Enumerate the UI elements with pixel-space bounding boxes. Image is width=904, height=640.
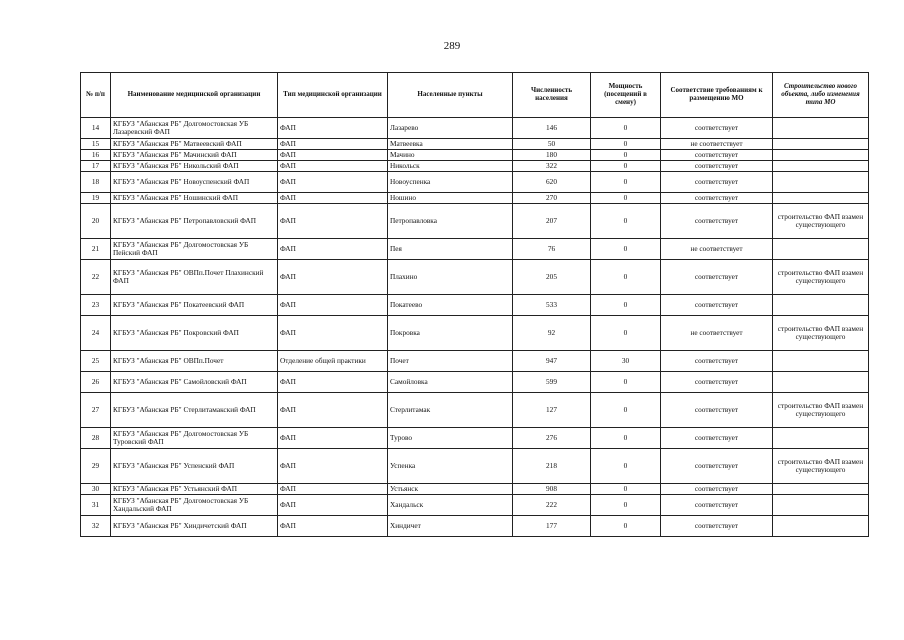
cell-settlement: Хандальск <box>388 495 513 516</box>
table-row <box>81 139 869 150</box>
cell-num: 30 <box>81 484 111 495</box>
cell-num: 14 <box>81 118 111 139</box>
cell-num: 20 <box>81 204 111 239</box>
cell-organization-type: ФАП <box>278 372 388 393</box>
cell-population: 180 <box>513 150 591 161</box>
cell-capacity: 0 <box>591 372 661 393</box>
cell-compliance: соответствует <box>661 150 773 161</box>
cell-new-object <box>773 118 869 139</box>
cell-organization-name: КГБУЗ "Абанская РБ" Долгомостовская УБ Туровский ФАП <box>111 428 278 449</box>
table-row <box>81 516 869 537</box>
cell-num: 19 <box>81 193 111 204</box>
cell-organization-name: КГБУЗ "Абанская РБ" Матвеевский ФАП <box>111 139 278 150</box>
cell-capacity: 0 <box>591 393 661 428</box>
cell-organization-name: КГБУЗ "Абанская РБ" Петропавловский ФАП <box>111 204 278 239</box>
cell-new-object <box>773 351 869 372</box>
cell-num: 21 <box>81 239 111 260</box>
cell-population: 207 <box>513 204 591 239</box>
cell-capacity: 0 <box>591 193 661 204</box>
cell-organization-type: ФАП <box>278 139 388 150</box>
cell-compliance: соответствует <box>661 495 773 516</box>
cell-compliance: соответствует <box>661 161 773 172</box>
header-settlements: Населенные пункты <box>388 73 513 118</box>
cell-settlement: Никольск <box>388 161 513 172</box>
table-row <box>81 193 869 204</box>
table-row <box>81 372 869 393</box>
header-new-object: Строительство нового объекта, либо изменения типа МО <box>773 73 869 118</box>
cell-num: 23 <box>81 295 111 316</box>
header-row <box>81 73 869 118</box>
cell-organization-type: ФАП <box>278 484 388 495</box>
cell-organization-name: КГБУЗ "Абанская РБ" Успенский ФАП <box>111 449 278 484</box>
cell-population: 76 <box>513 239 591 260</box>
table-row <box>81 428 869 449</box>
cell-capacity: 0 <box>591 172 661 193</box>
table-row <box>81 495 869 516</box>
cell-organization-type: ФАП <box>278 150 388 161</box>
cell-population: 222 <box>513 495 591 516</box>
cell-compliance: соответствует <box>661 428 773 449</box>
table-row <box>81 239 869 260</box>
cell-num: 27 <box>81 393 111 428</box>
cell-organization-name: КГБУЗ "Абанская РБ" Долгомостовская УБ Пейский ФАП <box>111 239 278 260</box>
cell-organization-type: ФАП <box>278 172 388 193</box>
table-row <box>81 484 869 495</box>
cell-num: 24 <box>81 316 111 351</box>
cell-compliance: соответствует <box>661 449 773 484</box>
page-number: 289 <box>443 40 461 52</box>
cell-compliance: соответствует <box>661 193 773 204</box>
cell-capacity: 0 <box>591 295 661 316</box>
cell-organization-type: Отделение общей практики <box>278 351 388 372</box>
cell-compliance: соответствует <box>661 118 773 139</box>
cell-compliance: соответствует <box>661 393 773 428</box>
cell-num: 17 <box>81 161 111 172</box>
cell-capacity: 30 <box>591 351 661 372</box>
cell-settlement: Мачино <box>388 150 513 161</box>
cell-capacity: 0 <box>591 316 661 351</box>
cell-population: 177 <box>513 516 591 537</box>
cell-new-object <box>773 295 869 316</box>
cell-capacity: 0 <box>591 150 661 161</box>
cell-capacity: 0 <box>591 516 661 537</box>
cell-num: 26 <box>81 372 111 393</box>
cell-compliance: соответствует <box>661 204 773 239</box>
cell-capacity: 0 <box>591 204 661 239</box>
cell-organization-name: КГБУЗ "Абанская РБ" ОВПп.Почет <box>111 351 278 372</box>
cell-organization-type: ФАП <box>278 495 388 516</box>
cell-compliance: не соответствует <box>661 239 773 260</box>
table-row <box>81 172 869 193</box>
cell-new-object: строительство ФАП взамен существующего <box>773 260 869 295</box>
cell-organization-name: КГБУЗ "Абанская РБ" Хиндичетский ФАП <box>111 516 278 537</box>
cell-compliance: соответствует <box>661 260 773 295</box>
cell-organization-type: ФАП <box>278 260 388 295</box>
cell-population: 276 <box>513 428 591 449</box>
cell-organization-type: ФАП <box>278 161 388 172</box>
cell-compliance: соответствует <box>661 516 773 537</box>
cell-capacity: 0 <box>591 118 661 139</box>
header-name: Наименование медицинской организации <box>111 73 278 118</box>
cell-new-object <box>773 484 869 495</box>
cell-organization-type: ФАП <box>278 516 388 537</box>
header-compliance: Соответствие требованиям к размещению МО <box>661 73 773 118</box>
cell-num: 25 <box>81 351 111 372</box>
table-row <box>81 161 869 172</box>
table-row <box>81 351 869 372</box>
cell-organization-name: КГБУЗ "Абанская РБ" ОВПп.Почет Плахинский ФАП <box>111 260 278 295</box>
cell-settlement: Стерлитамак <box>388 393 513 428</box>
cell-compliance: соответствует <box>661 484 773 495</box>
cell-capacity: 0 <box>591 495 661 516</box>
cell-settlement: Турово <box>388 428 513 449</box>
cell-num: 28 <box>81 428 111 449</box>
table-header <box>81 73 869 118</box>
cell-capacity: 0 <box>591 139 661 150</box>
cell-organization-name: КГБУЗ "Абанская РБ" Покатеевский ФАП <box>111 295 278 316</box>
table-row <box>81 118 869 139</box>
table-row <box>81 449 869 484</box>
cell-organization-name: КГБУЗ "Абанская РБ" Мачинский ФАП <box>111 150 278 161</box>
cell-settlement: Самойловка <box>388 372 513 393</box>
cell-population: 599 <box>513 372 591 393</box>
header-num: № п/п <box>81 73 111 118</box>
header-type: Тип медицинской организации <box>278 73 388 118</box>
cell-settlement: Покатеево <box>388 295 513 316</box>
cell-settlement: Лазарево <box>388 118 513 139</box>
cell-settlement: Покровка <box>388 316 513 351</box>
cell-num: 32 <box>81 516 111 537</box>
cell-population: 127 <box>513 393 591 428</box>
cell-organization-type: ФАП <box>278 428 388 449</box>
cell-num: 16 <box>81 150 111 161</box>
cell-new-object <box>773 193 869 204</box>
cell-capacity: 0 <box>591 484 661 495</box>
table-row <box>81 150 869 161</box>
cell-population: 218 <box>513 449 591 484</box>
cell-organization-name: КГБУЗ "Абанская РБ" Самойловский ФАП <box>111 372 278 393</box>
cell-new-object: строительство ФАП взамен существующего <box>773 449 869 484</box>
cell-num: 22 <box>81 260 111 295</box>
cell-settlement: Успенка <box>388 449 513 484</box>
cell-capacity: 0 <box>591 449 661 484</box>
cell-settlement: Новоуспенка <box>388 172 513 193</box>
cell-organization-name: КГБУЗ "Абанская РБ" Стерлитамакский ФАП <box>111 393 278 428</box>
cell-settlement: Хиндичет <box>388 516 513 537</box>
cell-organization-type: ФАП <box>278 393 388 428</box>
cell-settlement: Пея <box>388 239 513 260</box>
cell-organization-name: КГБУЗ "Абанская РБ" Покровский ФАП <box>111 316 278 351</box>
cell-settlement: Устьянск <box>388 484 513 495</box>
cell-organization-type: ФАП <box>278 449 388 484</box>
cell-population: 205 <box>513 260 591 295</box>
cell-organization-type: ФАП <box>278 316 388 351</box>
cell-population: 322 <box>513 161 591 172</box>
table-row <box>81 393 869 428</box>
cell-population: 947 <box>513 351 591 372</box>
cell-organization-name: КГБУЗ "Абанская РБ" Никольский ФАП <box>111 161 278 172</box>
cell-new-object <box>773 172 869 193</box>
cell-num: 31 <box>81 495 111 516</box>
cell-new-object <box>773 161 869 172</box>
table-row <box>81 295 869 316</box>
cell-organization-type: ФАП <box>278 295 388 316</box>
cell-organization-type: ФАП <box>278 193 388 204</box>
medical-organizations-table <box>80 72 869 537</box>
table-body <box>81 118 869 537</box>
cell-settlement: Матвеевка <box>388 139 513 150</box>
cell-capacity: 0 <box>591 161 661 172</box>
table-row <box>81 204 869 239</box>
cell-num: 15 <box>81 139 111 150</box>
cell-capacity: 0 <box>591 428 661 449</box>
cell-population: 533 <box>513 295 591 316</box>
cell-compliance: соответствует <box>661 351 773 372</box>
cell-new-object <box>773 139 869 150</box>
cell-organization-type: ФАП <box>278 239 388 260</box>
cell-new-object: строительство ФАП взамен существующего <box>773 204 869 239</box>
cell-compliance: соответствует <box>661 372 773 393</box>
cell-organization-type: ФАП <box>278 118 388 139</box>
cell-compliance: не соответствует <box>661 316 773 351</box>
cell-new-object: строительство ФАП взамен существующего <box>773 316 869 351</box>
cell-organization-name: КГБУЗ "Абанская РБ" Долгомостовская УБ Лазаревский ФАП <box>111 118 278 139</box>
cell-new-object <box>773 495 869 516</box>
cell-organization-name: КГБУЗ "Абанская РБ" Устьянский ФАП <box>111 484 278 495</box>
cell-num: 18 <box>81 172 111 193</box>
cell-new-object <box>773 372 869 393</box>
cell-settlement: Ношино <box>388 193 513 204</box>
cell-new-object <box>773 428 869 449</box>
cell-population: 908 <box>513 484 591 495</box>
cell-num: 29 <box>81 449 111 484</box>
cell-capacity: 0 <box>591 239 661 260</box>
cell-population: 50 <box>513 139 591 150</box>
header-capacity: Мощность (посещений в смену) <box>591 73 661 118</box>
cell-new-object <box>773 150 869 161</box>
cell-population: 620 <box>513 172 591 193</box>
cell-new-object: строительство ФАП взамен существующего <box>773 393 869 428</box>
cell-compliance: не соответствует <box>661 139 773 150</box>
cell-population: 270 <box>513 193 591 204</box>
cell-compliance: соответствует <box>661 295 773 316</box>
cell-compliance: соответствует <box>661 172 773 193</box>
cell-organization-type: ФАП <box>278 204 388 239</box>
cell-settlement: Почет <box>388 351 513 372</box>
cell-new-object <box>773 516 869 537</box>
cell-settlement: Петропавловка <box>388 204 513 239</box>
cell-organization-name: КГБУЗ "Абанская РБ" Ношинский ФАП <box>111 193 278 204</box>
table-row <box>81 316 869 351</box>
table-row <box>81 260 869 295</box>
cell-settlement: Плахино <box>388 260 513 295</box>
header-population: Численность населения <box>513 73 591 118</box>
cell-organization-name: КГБУЗ "Абанская РБ" Новоуспенский ФАП <box>111 172 278 193</box>
cell-population: 92 <box>513 316 591 351</box>
cell-capacity: 0 <box>591 260 661 295</box>
cell-new-object <box>773 239 869 260</box>
cell-organization-name: КГБУЗ "Абанская РБ" Долгомостовская УБ Хандальский ФАП <box>111 495 278 516</box>
cell-population: 146 <box>513 118 591 139</box>
